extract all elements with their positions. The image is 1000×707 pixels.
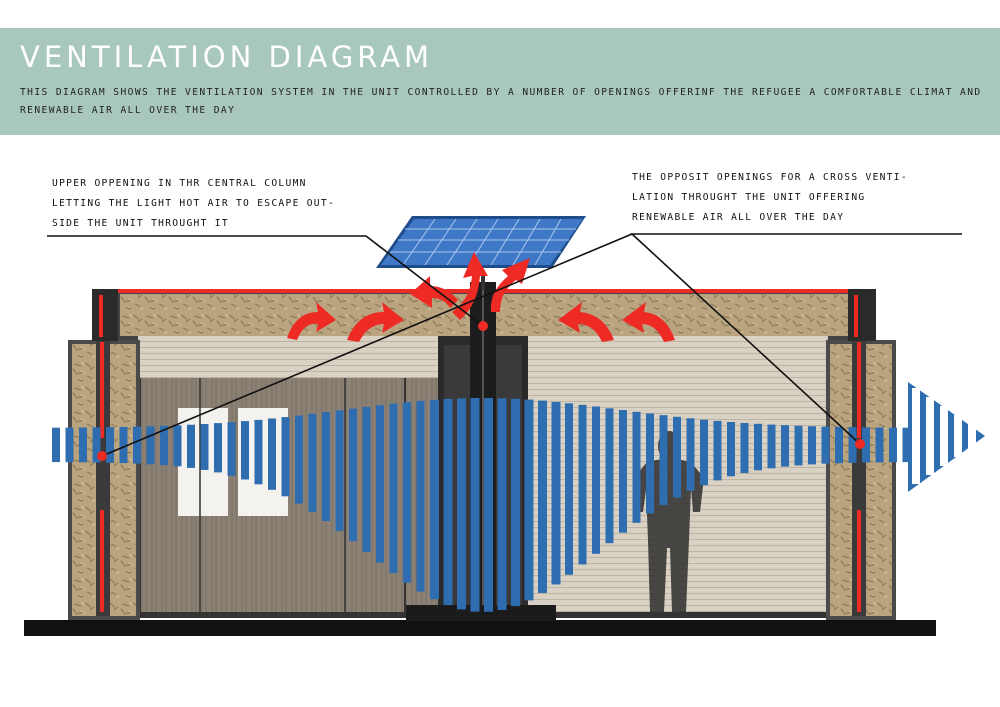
airflow-bar — [795, 426, 803, 466]
airflow-bar — [700, 420, 708, 486]
airflow-bar — [592, 407, 600, 554]
airflow-bar — [673, 417, 681, 498]
airflow-bar — [417, 401, 425, 592]
airflow-bar — [214, 423, 222, 472]
airflow-bar — [660, 415, 668, 505]
left-wall — [68, 340, 140, 620]
airflow-bar — [376, 405, 384, 562]
airflow-bar — [768, 425, 776, 469]
arrowhead-gap — [968, 424, 976, 448]
airflow-bar — [174, 425, 182, 466]
ground-slab — [24, 620, 936, 636]
airflow-bar — [741, 423, 749, 473]
airflow-bar — [241, 421, 249, 479]
airflow-bar — [309, 414, 317, 512]
airflow-bar — [349, 409, 357, 542]
airflow-bar — [687, 418, 695, 491]
airflow-bar — [228, 422, 236, 476]
airflow-bar — [187, 425, 195, 468]
airflow-bar — [633, 412, 641, 523]
airflow-bar — [79, 428, 87, 463]
airflow-bar — [255, 420, 263, 484]
opening-marker-right — [855, 439, 865, 449]
annotation-upper-opening: UPPER OPPENING IN THR CENTRAL COLUMN LETTING THE LIGHT HOT AIR TO ESCAPE OUT- SIDE THE UNIT THROUGHT IT — [52, 178, 336, 229]
airflow-bar — [268, 419, 276, 490]
airflow-bar — [565, 403, 573, 575]
airflow-bar — [646, 414, 654, 514]
airflow-bar — [781, 425, 789, 466]
airflow-bar — [525, 400, 534, 601]
diagram-title: VENTILATION DIAGRAM — [20, 40, 434, 74]
airflow-bar — [147, 426, 155, 464]
arrowhead-gap — [954, 415, 962, 457]
airflow-bar — [390, 404, 398, 573]
opening-marker-center — [478, 321, 488, 331]
airflow-bar — [133, 427, 141, 464]
airflow-bar — [822, 427, 830, 464]
airflow-bar — [714, 421, 722, 481]
arrowhead-gap — [940, 406, 948, 466]
airflow-bar — [754, 424, 762, 471]
airflow-bar — [538, 401, 547, 593]
airflow-bar — [52, 428, 60, 462]
airflow-bar — [606, 408, 614, 543]
airflow-bar — [835, 427, 843, 463]
airflow-bar — [336, 410, 344, 531]
airflow-bar — [403, 402, 411, 583]
airflow-bar — [619, 410, 627, 533]
airflow-bar — [66, 428, 74, 463]
airflow-bar — [484, 398, 493, 612]
left-roof-edge — [92, 289, 118, 341]
airflow-bar — [444, 399, 453, 605]
annotation-cross-ventilation: THE OPPOSIT OPENINGS FOR A CROSS VENTI- LATION THROUGHT THE UNIT OFFERING RENEWABLE AIR ALL OVER THE DAY — [632, 172, 908, 223]
airflow-bar — [322, 412, 330, 521]
arrowhead-gap — [926, 397, 934, 475]
airflow-bar — [552, 402, 561, 585]
airflow-bar — [511, 399, 520, 606]
airflow-bar — [471, 398, 480, 612]
airflow-bar — [106, 427, 114, 463]
airflow-bar — [727, 422, 735, 476]
arrowhead-gap — [912, 388, 920, 484]
airflow-bar — [201, 424, 209, 470]
airflow-bar — [579, 405, 587, 565]
airflow-bar — [282, 417, 290, 496]
airflow-bar — [876, 428, 884, 463]
solar-panel — [376, 216, 586, 290]
airflow-bar — [808, 426, 816, 464]
airflow-bar — [889, 428, 897, 463]
airflow-bar — [457, 398, 466, 609]
diagram-description: THIS DIAGRAM SHOWS THE VENTILATION SYSTEM IN THE UNIT CONTROLLED BY A NUMBER OF OPENINGS OFFERINF THE REFUGEE A COMFORTABLE CLIMAT AND RENEWABLE AIR ALL OVER THE DAY — [20, 87, 982, 116]
airflow-bar — [430, 400, 439, 599]
airflow-bar — [363, 407, 371, 552]
airflow-bar — [498, 398, 507, 610]
opening-marker-left — [97, 451, 107, 461]
airflow-bar — [295, 416, 303, 504]
